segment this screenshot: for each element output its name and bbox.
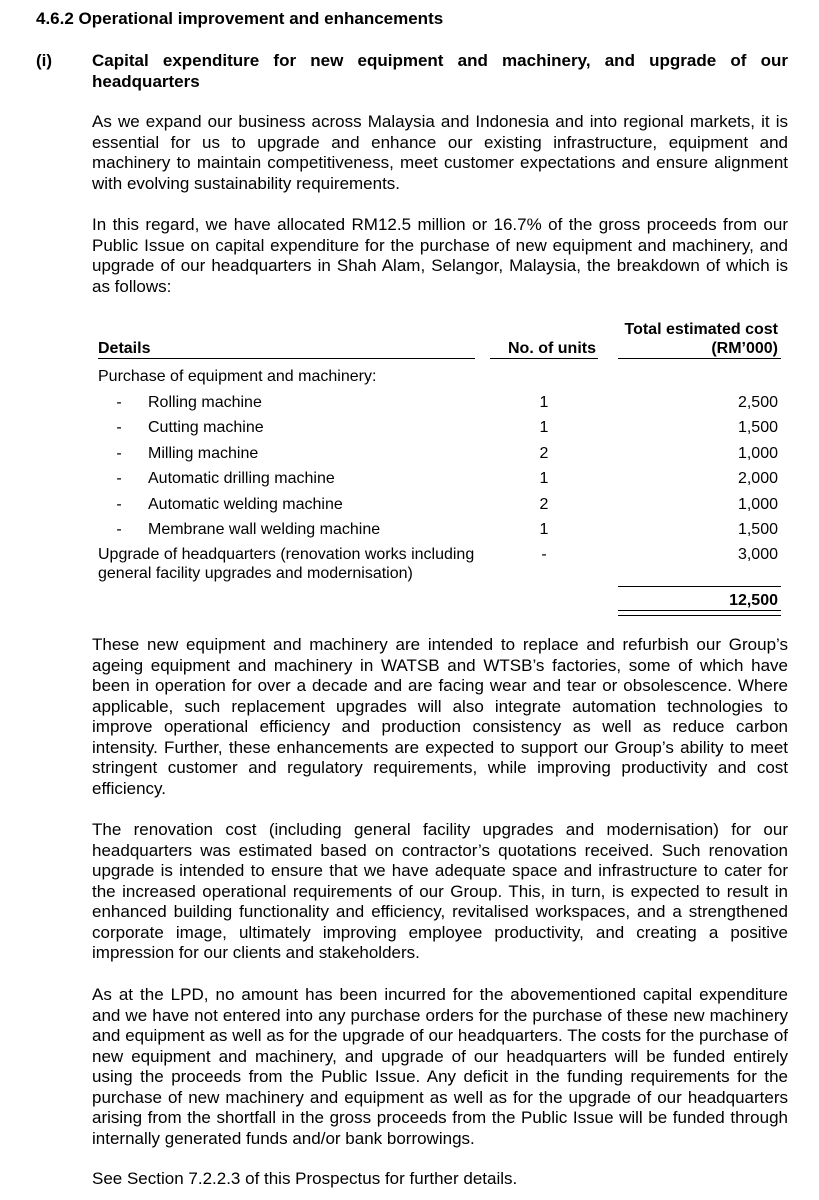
subsection-number: (i) <box>36 51 53 70</box>
group-label: Purchase of equipment and machinery: <box>98 368 377 385</box>
total-double-underline <box>618 610 781 616</box>
bullet-dash: - <box>116 445 122 462</box>
table-row <box>92 495 788 517</box>
item-cost: 2,500 <box>737 394 778 411</box>
hq-cost: 3,000 <box>737 546 778 563</box>
item-name: Cutting machine <box>148 419 264 436</box>
item-cost: 1,000 <box>737 445 778 462</box>
item-name: Rolling machine <box>148 394 262 411</box>
item-name: Automatic drilling machine <box>148 470 335 487</box>
header-details: Details <box>98 340 151 357</box>
hq-label-line2: general facility upgrades and modernisation) <box>98 565 413 582</box>
header-underline-units <box>490 358 598 359</box>
table-row <box>92 469 788 491</box>
bullet-dash: - <box>116 470 122 487</box>
item-cost: 1,500 <box>737 521 778 538</box>
table-row <box>92 393 788 415</box>
item-cost: 1,000 <box>737 496 778 513</box>
table-row <box>92 418 788 440</box>
bullet-dash: - <box>116 394 122 411</box>
item-cost: 2,000 <box>737 470 778 487</box>
bullet-dash: - <box>116 419 122 436</box>
section-title: 4.6.2 Operational improvement and enhancements <box>36 9 444 28</box>
hq-units: - <box>541 546 547 563</box>
item-units: 1 <box>539 419 549 436</box>
paragraph-expansion: As we expand our business across Malaysia and Indonesia and into regional markets, it is essential for us to upgrade and enhance our existing infrastructure, equipment and machinery to maintain competitiveness, meet customer expectations and ensure alignment with evolving sustainability requirements. <box>92 112 788 193</box>
hq-label-line1: Upgrade of headquarters (renovation works including <box>98 546 475 563</box>
paragraph-funding: As at the LPD, no amount has been incurred for the abovementioned capital expenditure and we have not entered into any purchase orders for the purchase of these new machinery and equipment as well as for the upgrade of our headquarters. The costs for the purchase of new equipment and machinery, and upgrade of our headquarters will be funded entirely using the proceeds from the Public Issue. Any deficit in the funding requirements for the purchase of new machinery and equipment as well as for the upgrade of our headquarters arising from the shortfall in the gross proceeds from the Public Issue will be funded through internally generated funds and/or bank borrowings. <box>92 985 788 1148</box>
header-underline-cost <box>618 358 781 359</box>
item-units: 2 <box>539 445 549 462</box>
group-row <box>92 367 788 389</box>
header-underline-details <box>98 358 475 359</box>
item-units: 1 <box>539 521 549 538</box>
item-name: Automatic welding machine <box>148 496 343 513</box>
item-name: Milling machine <box>148 445 259 462</box>
header-cost-line2: (RM’000) <box>711 340 778 357</box>
table-row-headquarters <box>92 545 788 585</box>
table-row <box>92 520 788 542</box>
bullet-dash: - <box>116 521 122 538</box>
item-units: 1 <box>539 394 549 411</box>
item-units: 1 <box>539 470 549 487</box>
item-cost: 1,500 <box>737 419 778 436</box>
bullet-dash: - <box>116 496 122 513</box>
header-units: No. of units <box>508 340 596 357</box>
subsection-title: Capital expenditure for new equipment and machinery, and upgrade of our headquarters <box>92 51 788 91</box>
item-units: 2 <box>539 496 549 513</box>
paragraph-renovation: The renovation cost (including general facility upgrades and modernisation) for our headquarters was estimated based on contractor’s quotations received. Such renovation upgrade is intended to ensure that we have adequate space and infrastructure to cater for the increased operational requirements of our Group. This, in turn, is expected to result in enhanced building functionality and efficiency, revitalised workspaces, and a strengthened corporate image, ultimately improving employee productivity, and creating a positive impression for our clients and stakeholders. <box>92 820 788 962</box>
table-row <box>92 444 788 466</box>
paragraph-allocation: In this regard, we have allocated RM12.5 million or 16.7% of the gross proceeds from our Public Issue on capital expenditure for the purchase of new equipment and machinery, and upgrade of our headquarters in Shah Alam, Selangor, Malaysia, the breakdown of which is as follows: <box>92 215 788 296</box>
header-cost-line1: Total estimated cost <box>624 321 778 338</box>
total-cost: 12,500 <box>729 592 778 609</box>
paragraph-equipment-purpose: These new equipment and machinery are intended to replace and refurbish our Group’s ageing equipment and machinery in WATSB and WTSB’s factories, some of which have been in operation for over a decade and are facing wear and tear or obsolescence. Where applicable, such replacement upgrades will also integrate automation technologies to improve operational efficiency and production consistency as well as reduce carbon intensity. Further, these enhancements are expected to support our Group’s ability to meet stringent customer and regulatory requirements, while improving productivity and cost efficiency. <box>92 635 788 798</box>
paragraph-see-section: See Section 7.2.2.3 of this Prospectus for further details. <box>92 1169 518 1188</box>
total-top-rule <box>618 586 781 587</box>
item-name: Membrane wall welding machine <box>148 521 381 538</box>
